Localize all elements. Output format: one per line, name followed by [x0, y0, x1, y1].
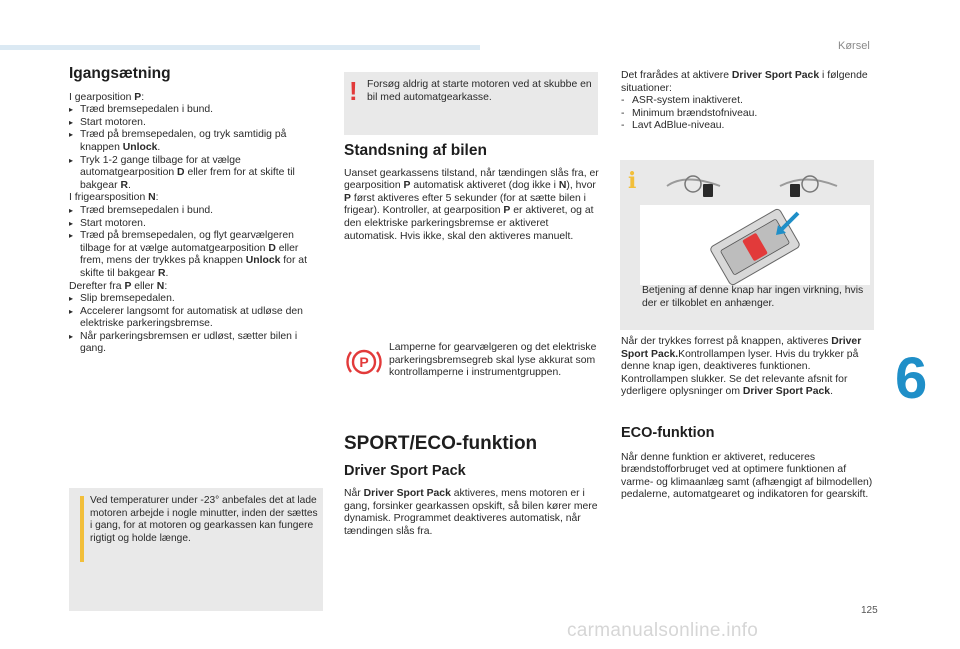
- heading-sport-eco: SPORT/ECO-funktion: [344, 433, 538, 454]
- procedure-subheading: I frigearsposition N:: [69, 192, 159, 204]
- standsning-text: Uanset gearkassens tilstand, når tændingen slås fra, er gearposition P automatisk aktiveret (dog ikke i N), hvor P først aktiveres efter 5 sekunder (for at sætte bilen i frigear). Kontroller, at gearposition P er aktiveret, og at den elektriske parkeringsbremse er aktiveret automatisk. Hvis ikke, skal den aktiveres manuelt.: [344, 167, 599, 242]
- col-press-info: [621, 336, 876, 502]
- list-item: - Lavt AdBlue-niveau.: [621, 120, 876, 133]
- procedure-subheading: I gearposition P:: [69, 91, 145, 103]
- page-number: 125: [861, 605, 878, 616]
- heading-driver-sport-pack: Driver Sport Pack: [344, 462, 466, 479]
- heading-standsning: Standsning af bilen: [344, 142, 487, 159]
- driver-sport-text: Når Driver Sport Pack aktiveres, mens motoren er i gang, forsinker gearkassen opskift, så bilen kører mere dynamisk. Programmet deaktiveres automatisk, når tændingen slås fra.: [344, 488, 598, 537]
- info-icon: i: [628, 168, 637, 194]
- list-item: - ASR-system inaktiveret.: [621, 95, 876, 108]
- gear-selector-image: [640, 205, 870, 285]
- heading-igangsaetning: Igangsætning: [69, 65, 171, 82]
- warning-icon: !: [349, 76, 358, 106]
- list-item: ▸ Tryk 1-2 gange tilbage for at vælge automatgearposition D eller frem for at skifte til bakgear R.: [69, 155, 324, 193]
- info-box-text: Ved temperaturer under -23° anbefales det at lade motoren arbejde i nogle minutter, inden der sættes i gang, for at motoren og gearkassen kan fungere rigtigt og holde længe.: [90, 495, 318, 544]
- start-procedure-list: [69, 92, 324, 356]
- header-bar: [0, 45, 480, 50]
- warning-text: Forsøg aldrig at starte motoren ved at skubbe en bil med automatgearkasse.: [367, 79, 592, 103]
- press-text: Når der trykkes forrest på knappen, aktiveres Driver Sport Pack.Kontrollampen lyser. Hvis du trykker på denne knap igen, deaktiveres funktionen. Kontrollampen slukker. Se det relevante afsnit for yderligere oplysninger om Driver Sport Pack.: [621, 336, 862, 398]
- parking-brake-lamp-icon: [345, 345, 383, 379]
- list-item: ▸ Slip bremsepedalen.: [69, 293, 324, 306]
- col-driver-sport-info: [621, 70, 876, 133]
- col-start-procedure: [69, 65, 324, 356]
- col-standsning: [344, 142, 599, 243]
- intro-text: Det frarådes at aktivere Driver Sport Pack i følgende situationer:: [621, 70, 868, 94]
- info-bar-icon: [80, 496, 84, 562]
- footer-watermark: carmanualsonline.info: [567, 620, 759, 641]
- list-item: ▸ Start motoren.: [69, 218, 324, 231]
- svg-text:P: P: [359, 354, 369, 370]
- chapter-number: 6: [895, 346, 928, 411]
- procedure-subheading: Derefter fra P eller N:: [69, 280, 168, 292]
- list-item: ▸ Træd bremsepedalen i bund.: [69, 104, 324, 117]
- list-item: ▸ Træd på bremsepedalen, og flyt gearvælgeren tilbage for at vælge automatgearposition D eller frem, mens der trykkes på knappen Unlock for at skifte til bakgear R.: [69, 230, 324, 280]
- list-item: ▸ Start motoren.: [69, 117, 324, 130]
- steering-wheel-icons: [665, 170, 840, 200]
- list-item: - Minimum brændstofniveau.: [621, 108, 876, 121]
- section-label: Kørsel: [838, 40, 870, 52]
- lamp-text: Lamperne for gearvælgeren og det elektriske parkeringsbremsegreb skal lyse akkurat som kontrollamperne i instrumentgruppen.: [389, 342, 597, 379]
- list-item: ▸ Accelerer langsomt for automatisk at udløse den elektriske parkeringsbremse.: [69, 306, 324, 331]
- eco-text: Når denne funktion er aktiveret, reduceres brændstofforbruget ved at optimere funktionen af varme- og klimaanlæg samt (afhængigt af bilmodellen) pedalerne, automatgearet og indikatoren for gearskift.: [621, 451, 873, 501]
- list-item: ▸ Træd bremsepedalen i bund.: [69, 205, 324, 218]
- list-item: ▸ Når parkeringsbremsen er udløst, sætter bilen i gang.: [69, 331, 324, 356]
- heading-eco: ECO-funktion: [621, 424, 715, 441]
- trailer-caption: Betjening af denne knap har ingen virkning, hvis der er tilkoblet en anhænger.: [642, 285, 864, 309]
- col-sport-eco: [344, 433, 599, 539]
- situation-list: [621, 95, 876, 133]
- list-item: ▸ Træd på bremsepedalen, og tryk samtidig på knappen Unlock.: [69, 129, 324, 154]
